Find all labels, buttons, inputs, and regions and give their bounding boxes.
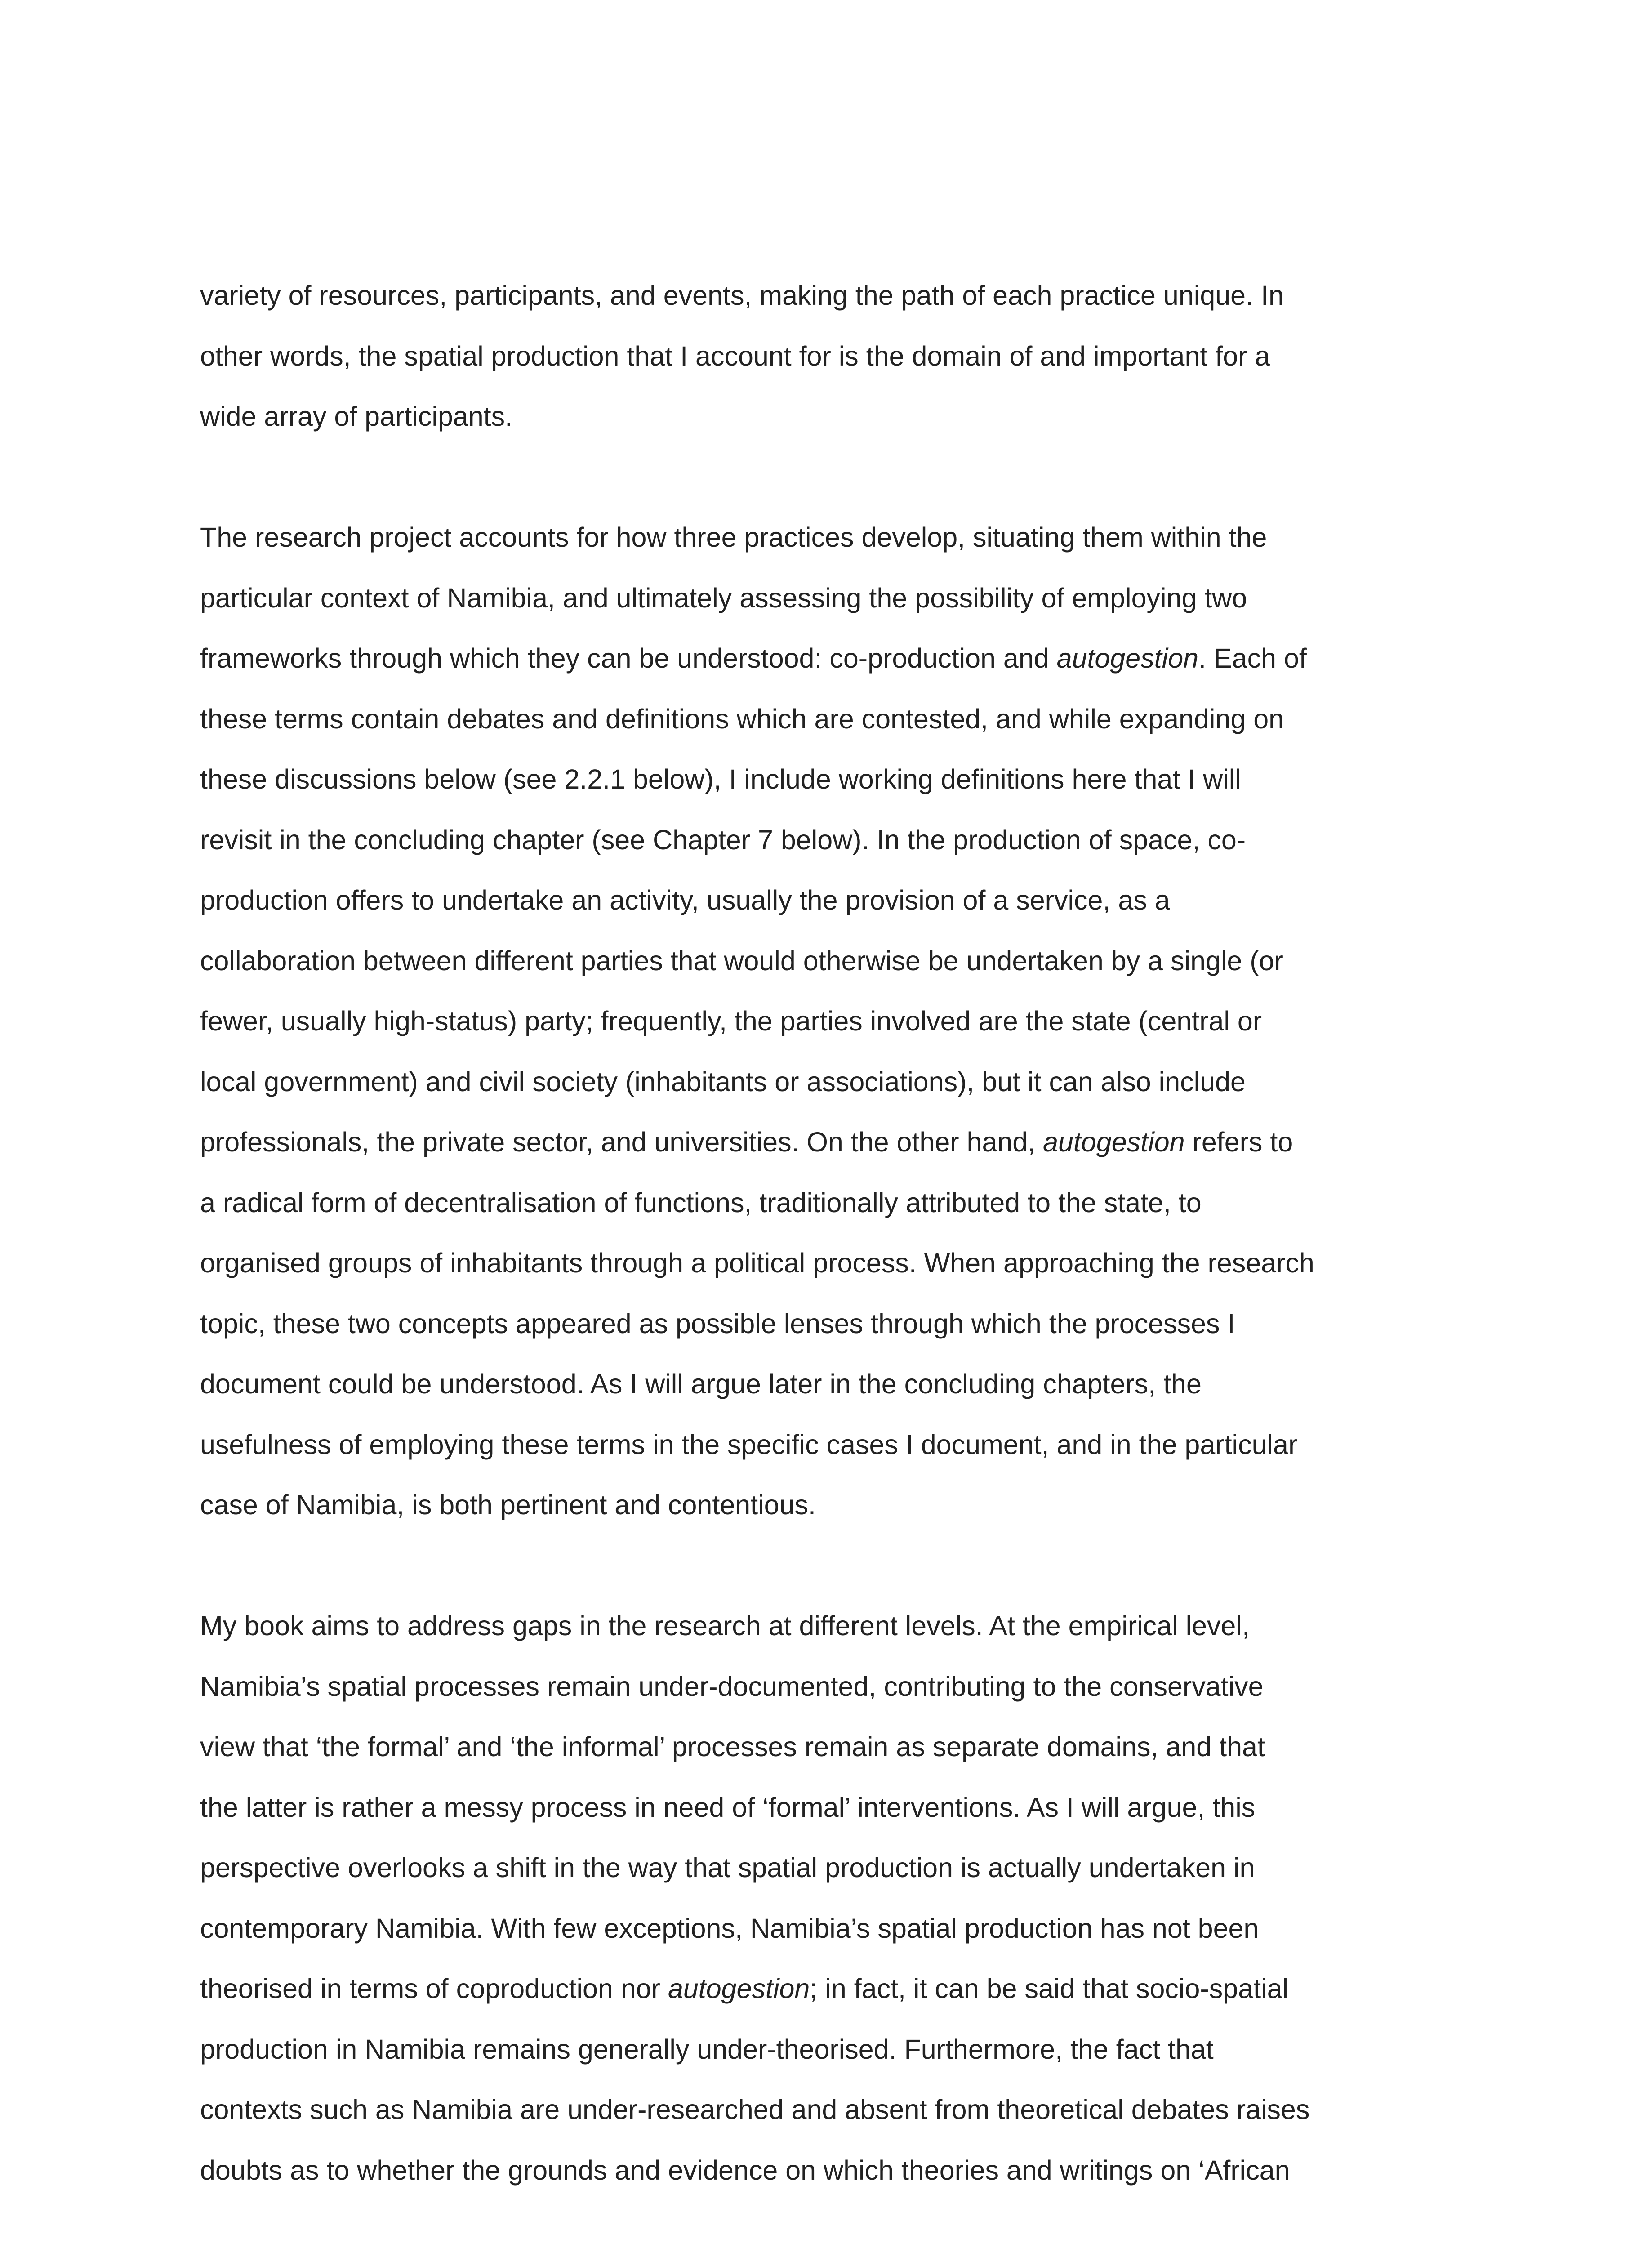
text-line [200, 1173, 1454, 1233]
text-line [200, 1475, 1454, 1535]
italic-term: autogestion [1056, 643, 1199, 674]
body-text [200, 265, 1454, 2200]
italic-term: autogestion [668, 1973, 810, 2004]
italic-term: autogestion [1043, 1127, 1185, 1157]
text-segment: production offers to undertake an activity, usually the provision of a service, as a [200, 885, 1170, 915]
text-line [200, 1958, 1454, 2019]
text-segment: local government) and civil society (inhabitants or associations), but it can also include [200, 1066, 1246, 1097]
text-line [200, 326, 1454, 387]
text-segment: other words, the spatial production that I account for is the domain of and important for a [200, 340, 1270, 371]
text-segment: topic, these two concepts appeared as possible lenses through which the processes I [200, 1308, 1235, 1339]
text-segment: revisit in the concluding chapter (see Chapter 7 below). In the production of space, co- [200, 824, 1246, 855]
text-segment: organised groups of inhabitants through a political process. When approaching the research [200, 1248, 1314, 1278]
text-segment: My book aims to address gaps in the research at different levels. At the empirical level, [200, 1610, 1250, 1641]
text-line [200, 1112, 1454, 1173]
text-segment: theorised in terms of coproduction nor [200, 1973, 668, 2004]
text-segment: contexts such as Namibia are under-researched and absent from theoretical debates raises [200, 2094, 1310, 2125]
text-segment: production in Namibia remains generally under-theorised. Furthermore, the fact that [200, 2034, 1214, 2065]
text-segment: variety of resources, participants, and events, making the path of each practice unique. In [200, 280, 1284, 311]
text-segment: contemporary Namibia. With few exceptions, Namibia’s spatial production has not been [200, 1913, 1259, 1944]
text-segment: ; in fact, it can be said that socio-spatial [810, 1973, 1289, 2004]
text-line [200, 1656, 1454, 1717]
text-line [200, 1354, 1454, 1414]
text-segment: these terms contain debates and definitions which are contested, and while expanding on [200, 703, 1284, 734]
text-segment: perspective overlooks a shift in the way that spatial production is actually undertaken in [200, 1852, 1255, 1883]
text-line [200, 386, 1454, 447]
text-segment: fewer, usually high-status) party; frequently, the parties involved are the state (central or [200, 1006, 1262, 1036]
text-line [200, 628, 1454, 689]
text-line [200, 931, 1454, 991]
text-line [200, 689, 1454, 749]
text-line [200, 1414, 1454, 1475]
text-line [200, 1293, 1454, 1354]
text-line [200, 2140, 1454, 2201]
text-line [200, 1898, 1454, 1959]
text-line [200, 1717, 1454, 1777]
text-line [200, 2079, 1454, 2140]
paragraph [200, 1596, 1454, 2200]
text-segment: doubts as to whether the grounds and evidence on which theories and writings on ‘African [200, 2154, 1290, 2186]
text-line [200, 265, 1454, 326]
text-line [200, 991, 1454, 1052]
text-line [200, 810, 1454, 870]
paragraph [200, 507, 1454, 1535]
text-segment: The research project accounts for how three practices develop, situating them within the [200, 522, 1267, 553]
text-line [200, 1838, 1454, 1898]
text-segment: collaboration between different parties that would otherwise be undertaken by a single (or [200, 945, 1283, 976]
text-line [200, 749, 1454, 810]
text-segment: usefulness of employing these terms in the specific cases I document, and in the particular [200, 1429, 1298, 1460]
text-segment: . Each of [1198, 643, 1307, 674]
paragraph [200, 265, 1454, 447]
text-line [200, 568, 1454, 629]
text-segment: particular context of Namibia, and ultimately assessing the possibility of employing two [200, 582, 1247, 613]
text-segment: these discussions below (see 2.2.1 below), I include working definitions here that I will [200, 764, 1241, 794]
text-segment: a radical form of decentralisation of functions, traditionally attributed to the state, to [200, 1187, 1202, 1218]
text-line [200, 507, 1454, 568]
text-line [200, 2019, 1454, 2080]
text-segment: document could be understood. As I will argue later in the concluding chapters, the [200, 1369, 1202, 1399]
text-line [200, 1233, 1454, 1293]
text-segment: the latter is rather a messy process in need of ‘formal’ interventions. As I will argue, this [200, 1792, 1256, 1823]
text-line [200, 1596, 1454, 1656]
text-segment: wide array of participants. [200, 401, 513, 432]
text-segment: frameworks through which they can be understood: co-production and [200, 643, 1057, 674]
text-segment: professionals, the private sector, and universities. On the other hand, [200, 1127, 1043, 1157]
text-segment: view that ‘the formal’ and ‘the informal’ processes remain as separate domains, and that [200, 1731, 1265, 1762]
text-line [200, 870, 1454, 931]
text-segment: case of Namibia, is both pertinent and contentious. [200, 1490, 816, 1520]
text-segment: refers to [1184, 1127, 1293, 1157]
text-line [200, 1052, 1454, 1112]
text-line [200, 1777, 1454, 1838]
text-segment: Namibia’s spatial processes remain under-documented, contributing to the conservative [200, 1671, 1264, 1702]
